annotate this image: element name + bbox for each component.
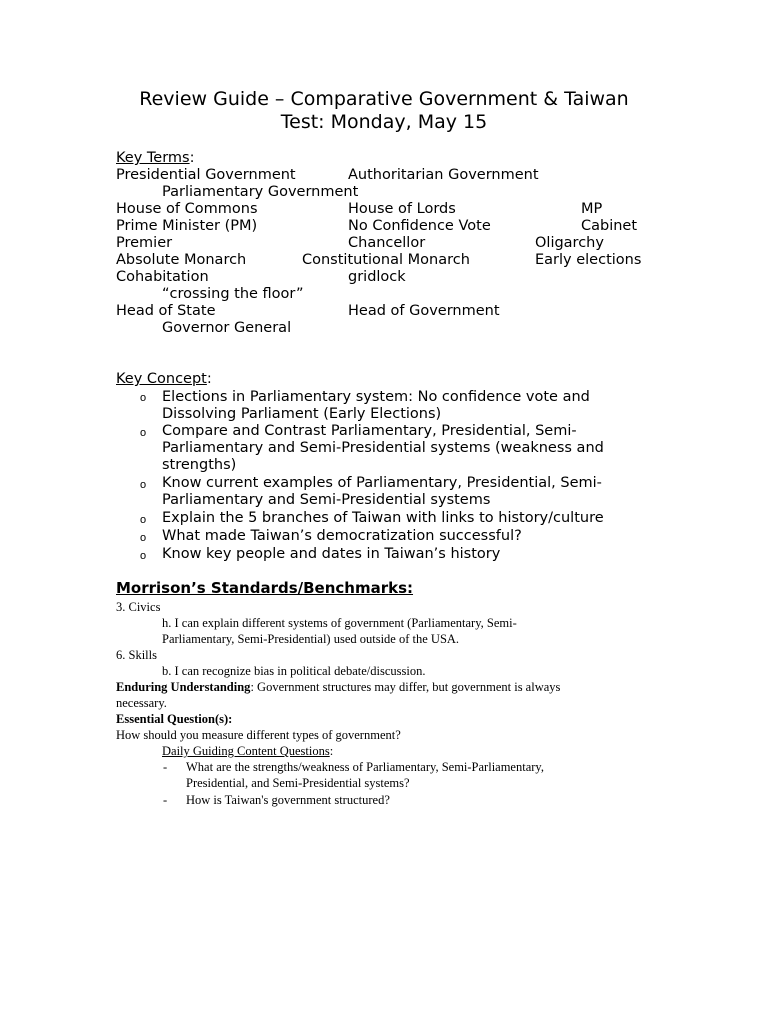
concept-4: Explain the 5 branches of Taiwan with links to history/culture bbox=[162, 510, 604, 526]
key-concept-heading: Key Concept: bbox=[116, 371, 212, 387]
concept-2-line-2: Parliamentary and Semi-Presidential systems (weakness and bbox=[162, 440, 604, 456]
concept-2-line-1: Compare and Contrast Parliamentary, Presidential, Semi- bbox=[162, 423, 577, 439]
key-terms-heading: Key Terms: bbox=[116, 150, 195, 166]
term-gridlock: gridlock bbox=[348, 269, 406, 285]
bullet-marker: o bbox=[140, 479, 147, 491]
bullet-marker: o bbox=[140, 514, 147, 526]
term-oligarchy: Oligarchy bbox=[535, 235, 604, 251]
title-line-2: Test: Monday, May 15 bbox=[280, 111, 488, 133]
concept-5: What made Taiwan’s democratization successful? bbox=[162, 528, 522, 544]
skills-b: b. I can recognize bias in political debate/discussion. bbox=[162, 664, 426, 678]
bullet-marker: o bbox=[140, 532, 147, 544]
concept-3-line-2: Parliamentary and Semi-Presidential systems bbox=[162, 492, 491, 508]
term-authoritarian-government: Authoritarian Government bbox=[348, 167, 539, 183]
dash-marker: - bbox=[163, 793, 168, 807]
daily-guiding-questions-label: Daily Guiding Content Questions: bbox=[162, 744, 334, 758]
enduring-understanding: Enduring Understanding: Government structures may differ, but government is always bbox=[116, 680, 561, 694]
term-constitutional-monarch: Constitutional Monarch bbox=[302, 252, 470, 268]
term-early-elections: Early elections bbox=[535, 252, 642, 268]
term-house-of-commons: House of Commons bbox=[116, 201, 258, 217]
term-head-of-government: Head of Government bbox=[348, 303, 500, 319]
bullet-marker: o bbox=[140, 427, 147, 439]
bullet-marker: o bbox=[140, 392, 147, 404]
concept-1-line-2: Dissolving Parliament (Early Elections) bbox=[162, 406, 442, 422]
term-premier: Premier bbox=[116, 235, 173, 251]
term-head-of-state: Head of State bbox=[116, 303, 216, 319]
term-prime-minister: Prime Minister (PM) bbox=[116, 218, 258, 234]
essential-question-text: How should you measure different types of government? bbox=[116, 728, 401, 742]
standards-heading: Morrison’s Standards/Benchmarks: bbox=[116, 579, 414, 597]
question-1-line-2: Presidential, and Semi-Presidential systems? bbox=[186, 776, 410, 790]
term-governor-general: Governor General bbox=[162, 320, 292, 336]
term-chancellor: Chancellor bbox=[348, 235, 426, 251]
essential-question-label: Essential Question(s): bbox=[116, 712, 233, 726]
term-mp: MP bbox=[581, 201, 603, 217]
question-2: How is Taiwan's government structured? bbox=[186, 793, 390, 807]
term-house-of-lords: House of Lords bbox=[348, 201, 456, 217]
question-1-line-1: What are the strengths/weakness of Parliamentary, Semi-Parliamentary, bbox=[186, 760, 544, 774]
concept-2-line-3: strengths) bbox=[162, 457, 237, 473]
term-crossing-the-floor: “crossing the floor” bbox=[162, 286, 304, 302]
bullet-marker: o bbox=[140, 550, 147, 562]
term-absolute-monarch: Absolute Monarch bbox=[116, 252, 247, 268]
civics-h-line-1: h. I can explain different systems of government (Parliamentary, Semi- bbox=[162, 616, 517, 630]
term-cabinet: Cabinet bbox=[581, 218, 638, 234]
concept-1-line-1: Elections in Parliamentary system: No confidence vote and bbox=[162, 389, 590, 405]
term-cohabitation: Cohabitation bbox=[116, 269, 209, 285]
term-no-confidence-vote: No Confidence Vote bbox=[348, 218, 491, 234]
skills-label: 6. Skills bbox=[116, 648, 157, 662]
term-presidential-government: Presidential Government bbox=[116, 167, 296, 183]
dash-marker: - bbox=[163, 760, 168, 774]
concept-6: Know key people and dates in Taiwan’s history bbox=[162, 546, 501, 562]
term-parliamentary-government: Parliamentary Government bbox=[162, 184, 359, 200]
title-line-1: Review Guide – Comparative Government & Taiwan bbox=[139, 88, 629, 110]
civics-h-line-2: Parliamentary, Semi-Presidential) used outside of the USA. bbox=[162, 632, 460, 646]
enduring-understanding-line-2: necessary. bbox=[116, 696, 167, 710]
concept-3-line-1: Know current examples of Parliamentary, Presidential, Semi- bbox=[162, 475, 602, 491]
civics-label: 3. Civics bbox=[116, 600, 161, 614]
